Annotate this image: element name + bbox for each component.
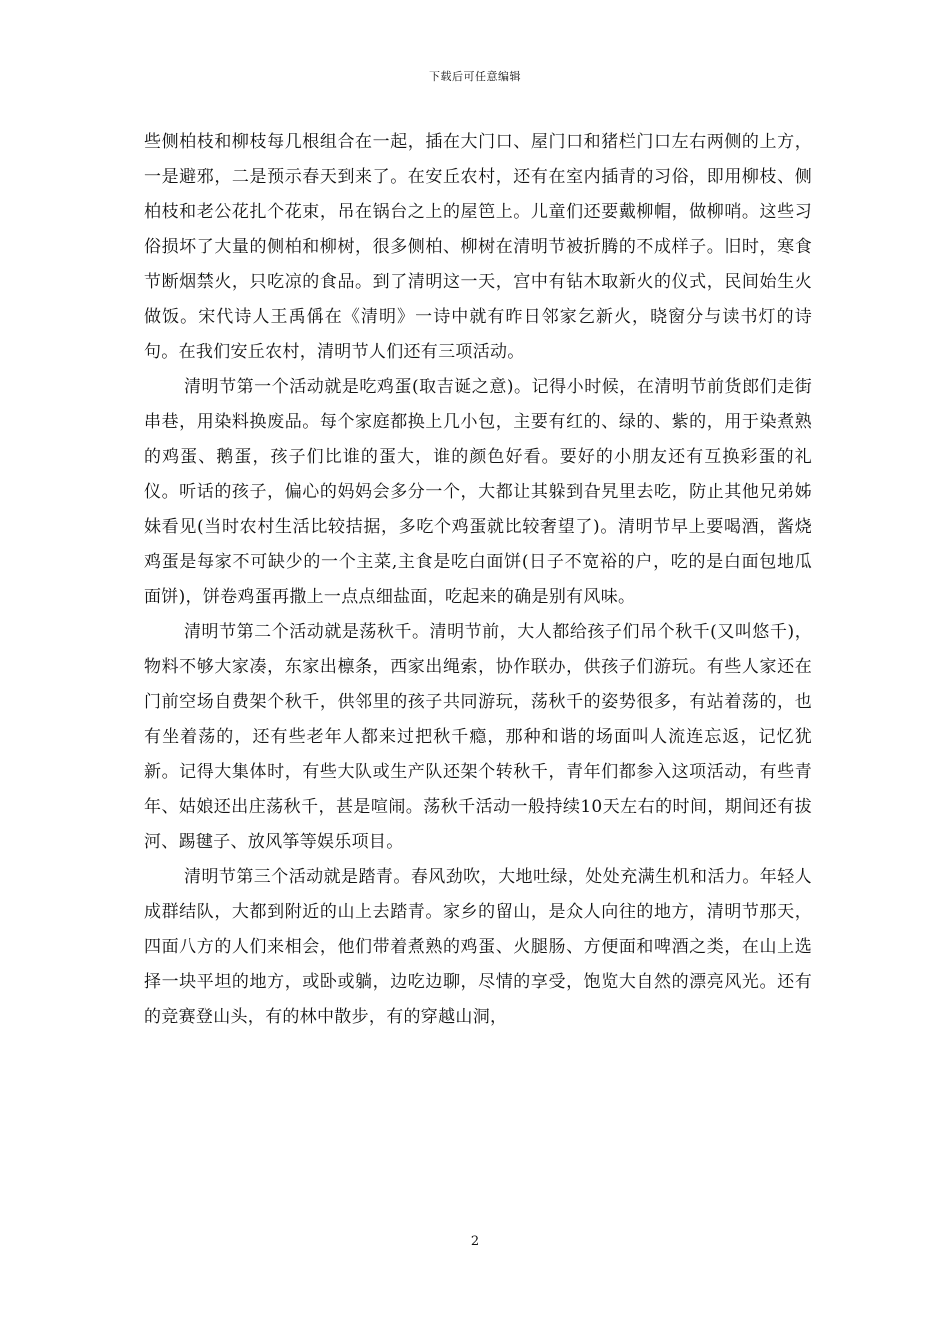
paragraph: 些侧柏枝和柳枝每几根组合在一起，插在大门口、屋门口和猪栏门口左右两侧的上方，一是避邪，二是预示春天到来了。在安丘农村，还有在室内插青的习俗，即用柳枝、侧柏枝和老公花扎个花束，吊在锅台之上的屋笆上。儿童们还要戴柳帽，做柳哨。这些习俗损坏了大量的侧柏和柳树，很多侧柏、柳树在清明节被折腾的不成样子。旧时，寒食节断烟禁火，只吃凉的食品。到了清明这一天，宫中有钻木取新火的仪式，民间始生火做饭。宋代诗人王禹偁在《清明》一诗中就有昨日邻家乞新火，晓窗分与读书灯的诗句。在我们安丘农村，清明节人们还有三项活动。 xyxy=(144,132,812,362)
paragraph: 清明节第三个活动就是踏青。春风劲吹，大地吐绿，处处充满生机和活力。年轻人成群结队，大都到附近的山上去踏青。家乡的留山，是众人向往的地方，清明节那天，四面八方的人们来相会，他们带着煮熟的鸡蛋、火腿肠、方便面和啤酒之类，在山上选择一块平坦的地方，或卧或躺，边吃边聊，尽情的享受，饱览大自然的漂亮风光。还有的竞赛登山头，有的林中散步，有的穿越山洞， xyxy=(144,867,812,1027)
paragraph: 清明节第一个活动就是吃鸡蛋(取吉诞之意)。记得小时候，在清明节前货郎们走街串巷，用染料换废品。每个家庭都换上几小包，主要有红的、绿的、紫的，用于染煮熟的鸡蛋、鹅蛋，孩子们比谁的蛋大，谁的颜色好看。要好的小朋友还有互换彩蛋的礼仪。听话的孩子，偏心的妈妈会多分一个，大都让其躲到旮旯里去吃，防止其他兄弟姊妹看见(当时农村生活比较拮据，多吃个鸡蛋就比较奢望了)。清明节早上要喝酒，酱烧鸡蛋是每家不可缺少的一个主菜,主食是吃白面饼(日子不宽裕的户，吃的是白面包地瓜面饼)，饼卷鸡蛋再撒上一点点细盐面，吃起来的确是别有风味。 xyxy=(144,377,812,607)
page-header: 下载后可任意编辑 xyxy=(429,70,521,83)
paragraph: 清明节第二个活动就是荡秋千。清明节前，大人都给孩子们吊个秋千(又叫悠千)，物料不够大家凑，东家出檩条，西家出绳索，协作联办，供孩子们游玩。有些人家还在门前空场自费架个秋千，供邻里的孩子共同游玩，荡秋千的姿势很多，有站着荡的，也有坐着荡的，还有些老年人都来过把秋千瘾，那种和谐的场面叫人流连忘返，记忆犹新。记得大集体时，有些大队或生产队还架个转秋千，青年们都参入这项活动，有些青年、姑娘还出庄荡秋千，甚是喧闹。荡秋千活动一般持续10天左右的时间，期间还有拔河、踢毽子、放风筝等娱乐项目。 xyxy=(144,622,812,852)
document-body xyxy=(144,125,812,1035)
page-number: 2 xyxy=(470,1234,480,1249)
